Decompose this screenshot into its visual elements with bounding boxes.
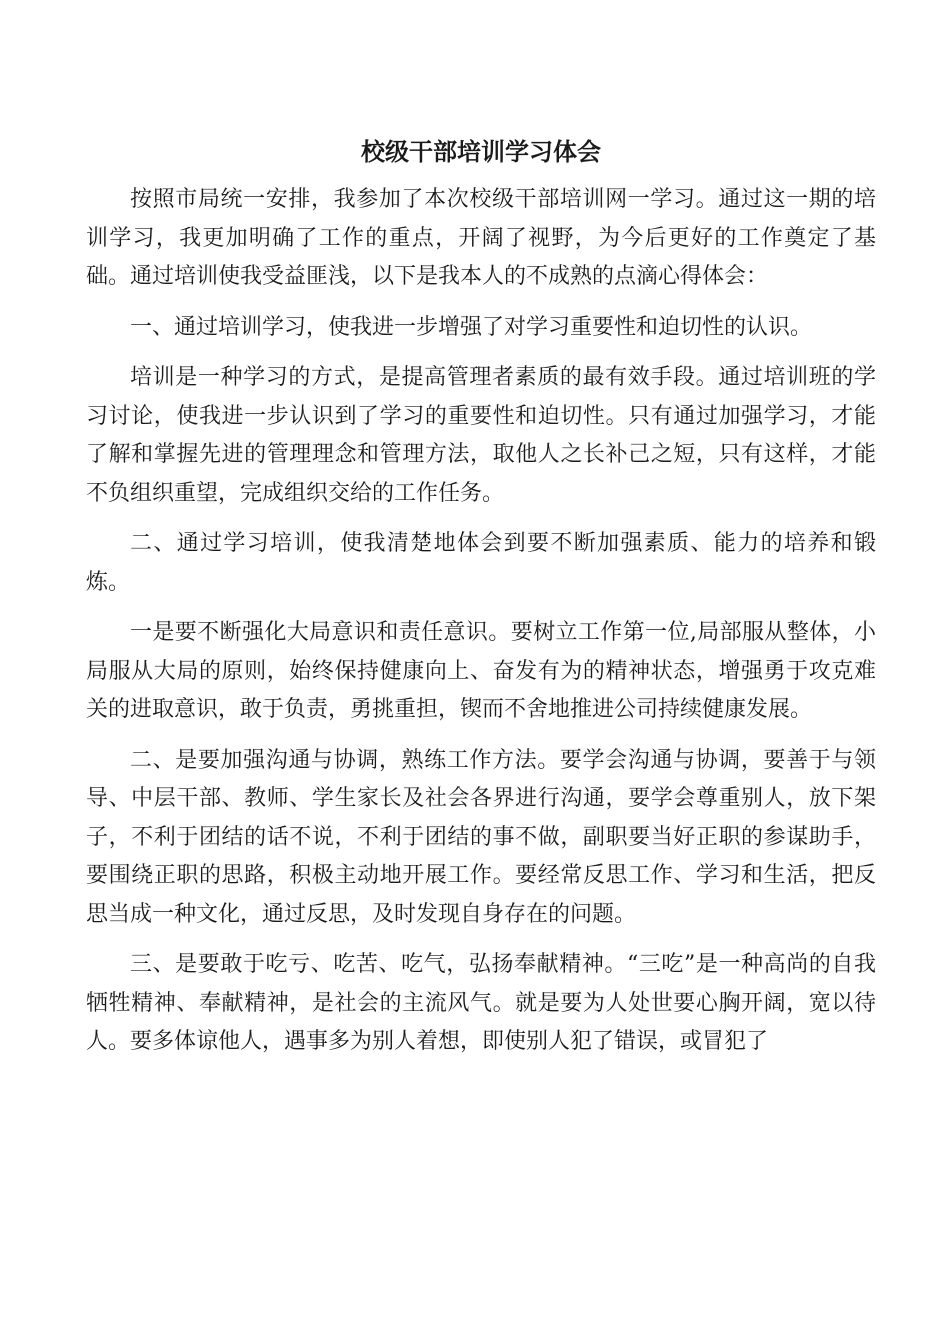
- paragraph-section-2-heading: 二、通过学习培训，使我清楚地体会到要不断加强素质、能力的培养和锻炼。: [86, 531, 876, 595]
- document-body: [86, 181, 876, 1074]
- paragraph-point-1: 一是要不断强化大局意识和责任意识。要树立工作第一位,局部服从整体，小局服从大局的原则，始终保持健康向上、奋发有为的精神状态，增强勇于攻克难关的进取意识，敢于负责，勇挑重担，锲而不舍地推进公司持续健康发展。: [86, 620, 876, 722]
- paragraph-section-1-body: 培训是一种学习的方式，是提高管理者素质的最有效手段。通过培训班的学习讨论，使我进一步认识到了学习的重要性和迫切性。只有通过加强学习，才能了解和掌握先进的管理理念和管理方法，取他人之长补己之短，只有这样，才能不负组织重望，完成组织交给的工作任务。: [86, 365, 876, 506]
- paragraph-intro: 按照市局统一安排，我参加了本次校级干部培训网一学习。通过这一期的培训学习，我更加明确了工作的重点，开阔了视野，为今后更好的工作奠定了基础。通过培训使我受益匪浅，以下是我本人的不成熟的点滴心得体会：: [86, 187, 876, 289]
- document-title: 校级干部培训学习体会: [361, 137, 601, 166]
- paragraph-point-3: 三、是要敢于吃亏、吃苦、吃气，弘扬奉献精神。“三吃”是一种高尚的自我牺牲精神、奉献精神，是社会的主流风气。就是要为人处世要心胸开阔，宽以待人。要多体谅他人，遇事多为别人着想，即使别人犯了错误，或冒犯了: [86, 952, 876, 1054]
- paragraph-point-2: 二、是要加强沟通与协调，熟练工作方法。要学会沟通与协调，要善于与领导、中层干部、教师、学生家长及社会各界进行沟通，要学会尊重别人，放下架子，不利于团结的话不说，不利于团结的事不做，副职要当好正职的参谋助手，要围绕正职的思路，积极主动地开展工作。要经常反思工作、学习和生活，把反思当成一种文化，通过反思，及时发现自身存在的问题。: [86, 747, 876, 927]
- paragraph-section-1-heading: 一、通过培训学习，使我进一步增强了对学习重要性和迫切性的认识。: [130, 314, 813, 340]
